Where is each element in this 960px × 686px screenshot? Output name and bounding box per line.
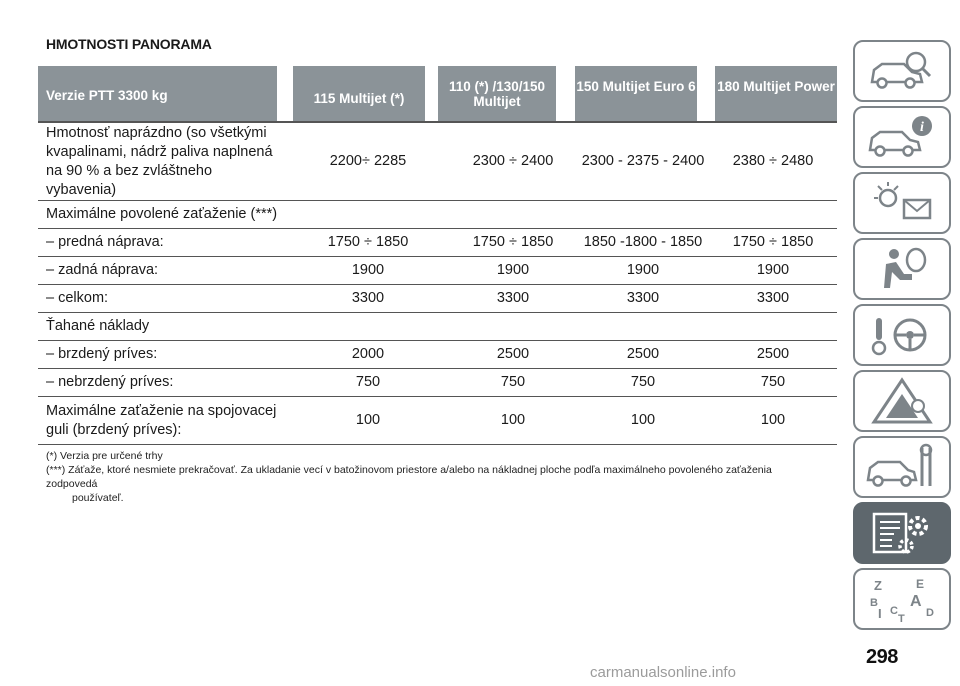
cell-value: 3300: [351, 290, 385, 306]
cell-value: 1750 ÷ 1850: [327, 234, 409, 250]
index-letter: A: [910, 593, 922, 610]
table-row: [38, 285, 837, 313]
cell-value: 2500: [756, 346, 790, 362]
car-wrench-icon: [864, 442, 940, 492]
row-label: – brzdený príves:: [46, 346, 158, 362]
sidebar-tab-car-search[interactable]: [853, 40, 951, 102]
sidebar-tab-safety[interactable]: [853, 238, 951, 300]
header-150-multijet-euro6: 150 Multijet Euro 6: [575, 66, 697, 121]
sidebar-tab-starting-driving[interactable]: [853, 304, 951, 366]
header-115-multijet: 115 Multijet (*): [293, 66, 425, 121]
cell-value: 1750 ÷ 1850: [472, 234, 554, 250]
cell-value: 100: [760, 412, 786, 428]
sidebar-tab-car-info[interactable]: [853, 106, 951, 168]
footnote: používateľ.: [72, 492, 124, 504]
cell-value: 2380 ÷ 2480: [732, 153, 814, 169]
cell-value: 1850 -1800 - 1850: [583, 234, 703, 250]
index-letter: D: [926, 607, 934, 619]
row-label: Ťahané náklady: [46, 318, 150, 334]
car-info-icon: [864, 112, 940, 162]
svg-text:i: i: [920, 120, 924, 135]
row-label: Maximálne povolené zaťaženie (***): [46, 206, 278, 222]
cell-value: 2300 ÷ 2400: [472, 153, 554, 169]
table-row: [38, 313, 837, 341]
cell-value: 750: [760, 374, 786, 390]
header-180-multijet-power: 180 Multijet Power: [715, 66, 837, 121]
cell-value: 1900: [626, 262, 660, 278]
header-110-130-150-multijet: 110 (*) /130/150 Multijet: [438, 66, 556, 121]
steering-wheel-key-icon: [864, 310, 940, 360]
row-label: Hmotnosť naprázdno (so všetkými kvapalinami, nádrž paliva naplnená na 90 % a bez zvláštneho vybavenia): [46, 124, 273, 198]
cell-value: 1900: [351, 262, 385, 278]
cell-value: 1900: [756, 262, 790, 278]
footnote: (***) Záťaže, ktoré nesmiete prekračovať. Za ukladanie vecí v batožinovom priestore a/alebo na nákladnej ploche podľa maximálneho povoleného zaťaženia zodpovedá: [46, 464, 772, 490]
cell-value: 3300: [496, 290, 530, 306]
sidebar-tab-emergency[interactable]: [853, 370, 951, 432]
row-label: – predná náprava:: [46, 234, 164, 250]
index-letter: T: [898, 613, 905, 624]
cell-value: 3300: [756, 290, 790, 306]
index-letter: I: [878, 606, 882, 621]
page-title: HMOTNOSTI PANORAMA: [46, 36, 212, 52]
table-row: [38, 397, 837, 445]
warning-triangle-icon: [864, 376, 940, 426]
footnote: (*) Verzia pre určené trhy: [46, 450, 163, 462]
cell-value: 1900: [496, 262, 530, 278]
technical-data-gears-icon: [864, 508, 940, 558]
cell-value: 2500: [626, 346, 660, 362]
footnotes: [46, 449, 826, 505]
cell-value: 100: [355, 412, 381, 428]
cell-value: 750: [355, 374, 381, 390]
sidebar-tab-maintenance[interactable]: [853, 436, 951, 498]
table-row: [38, 369, 837, 397]
sidebar-tab-dashboard-lights[interactable]: [853, 172, 951, 234]
index-letter: C: [890, 605, 898, 617]
table-row: [38, 229, 837, 257]
dashboard-warning-light-icon: [864, 178, 940, 228]
sidebar-tab-technical-data[interactable]: [853, 502, 951, 564]
index-letter: B: [870, 597, 878, 609]
cell-value: 3300: [626, 290, 660, 306]
sidebar-tab-index[interactable]: [853, 568, 951, 630]
table-header: [38, 66, 837, 121]
header-version: Verzie PTT 3300 kg: [38, 66, 277, 121]
cell-value: 750: [500, 374, 526, 390]
cell-value: 1750 ÷ 1850: [732, 234, 814, 250]
cell-value: 100: [630, 412, 656, 428]
cell-value: 2200÷ 2285: [329, 153, 407, 169]
table-row: [38, 123, 837, 201]
row-label: Maximálne zaťaženie na spojovacej guli (brzdený príves):: [46, 402, 277, 438]
row-label: – zadná náprava:: [46, 262, 159, 278]
cell-value: 750: [630, 374, 656, 390]
table-row: [38, 257, 837, 285]
table-row: [38, 201, 837, 229]
row-label: – celkom:: [46, 290, 109, 306]
page-number: 298: [866, 646, 898, 668]
seat-airbag-icon: [864, 244, 940, 294]
index-letter: Z: [874, 578, 882, 593]
watermark: carmanualsonline.info: [590, 664, 736, 681]
row-label: – nebrzdený príves:: [46, 374, 174, 390]
index-letter: E: [916, 577, 925, 591]
table-row: [38, 341, 837, 369]
car-search-icon: [864, 46, 940, 96]
cell-value: 2500: [496, 346, 530, 362]
cell-value: 100: [500, 412, 526, 428]
cell-value: 2000: [351, 346, 385, 362]
cell-value: 2300 - 2375 - 2400: [581, 153, 705, 169]
alphabetical-index-icon: [864, 574, 940, 624]
